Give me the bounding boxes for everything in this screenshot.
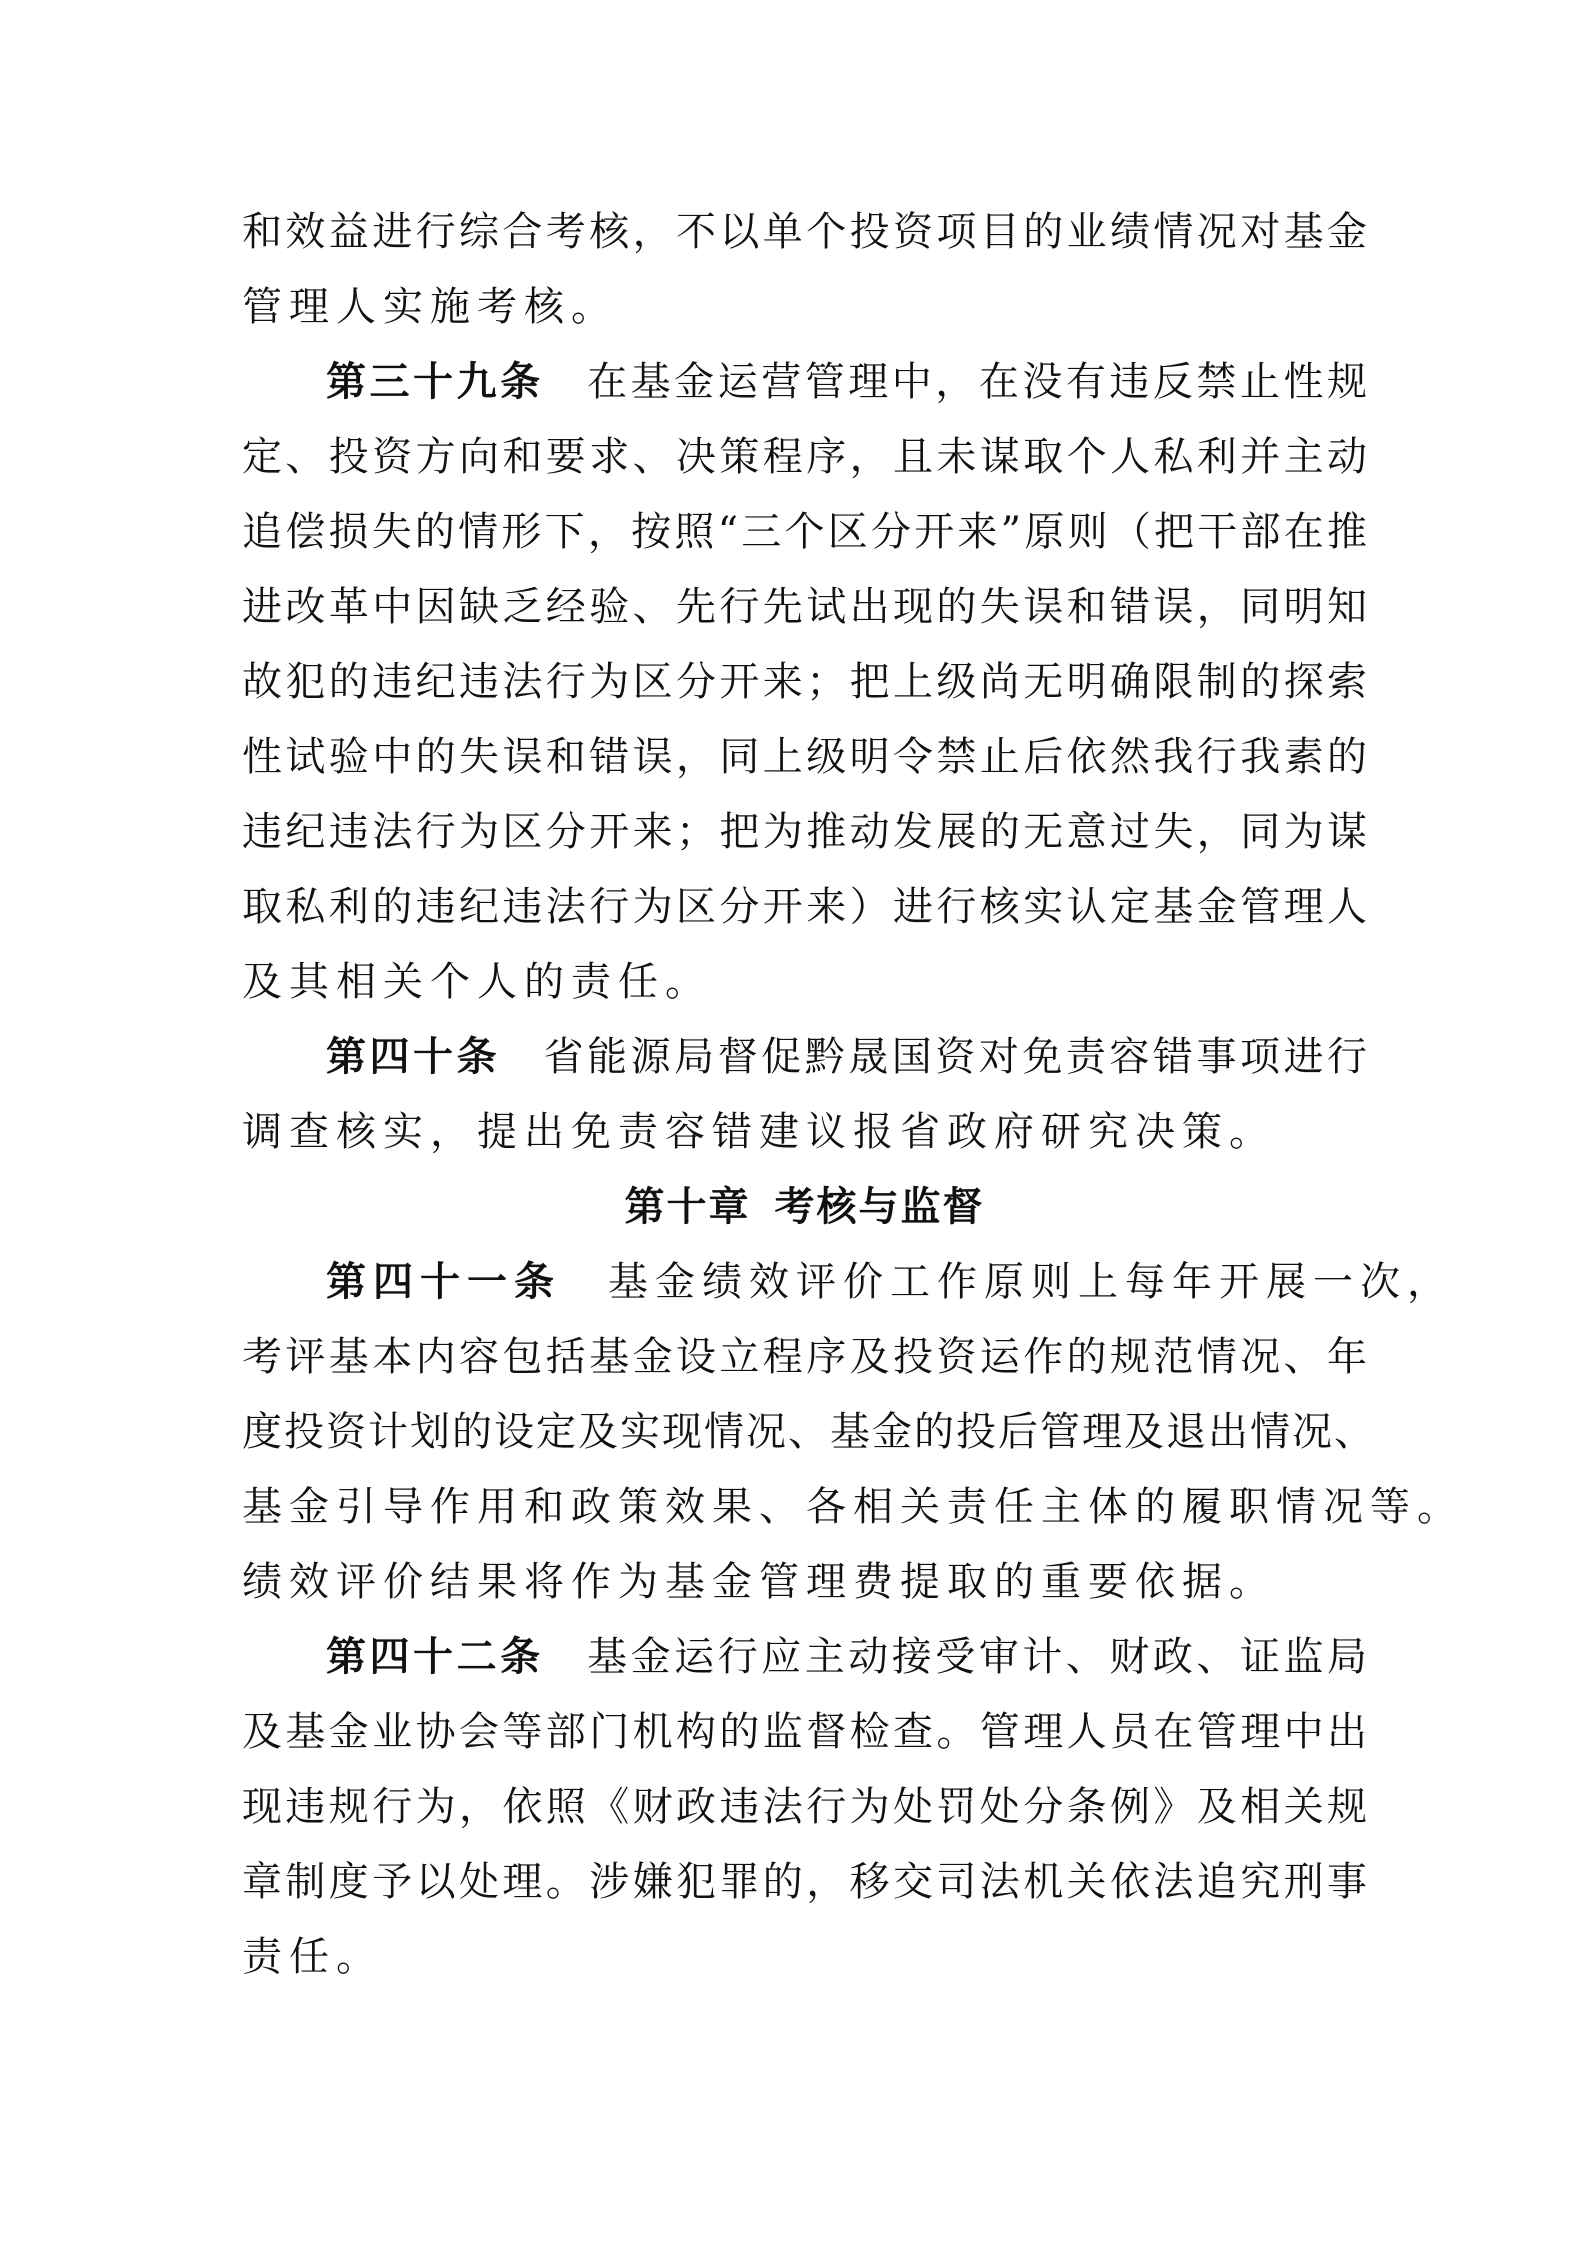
article-42-heading: 第四十二条 [326,1634,544,1680]
text-line: 绩效评价结果将作为基金管理费提取的重要依据。 [242,1559,1276,1605]
article-41-heading: 第四十一条 [326,1259,561,1305]
text-line: 定、投资方向和要求、决策程序，且未谋取个人私利并主动 [242,434,1367,480]
text-line: 违纪违法行为区分开来；把为推动发展的无意过失，同为谋 [242,809,1367,855]
text-line: 调查核实，提出免责容错建议报省政府研究决策。 [242,1109,1276,1155]
document-body [242,195,1464,1995]
article-42-first-line [242,1620,1367,1695]
text-line: 度投资计划的设定及实现情况、基金的投后管理及退出情况、 [242,1409,1376,1455]
chapter-name: 考核与监督 [774,1184,985,1230]
chapter-title [242,1170,1367,1245]
article-40-heading: 第四十条 [326,1034,501,1080]
text-line: 现违规行为，依照《财政违法行为处罚处分条例》及相关规 [242,1784,1367,1830]
text-line: 进改革中因缺乏经验、先行先试出现的失误和错误，同明知 [242,584,1367,630]
text-line: 取私利的违纪违法行为区分开来）进行核实认定基金管理人 [242,884,1367,930]
text-line: 管理人实施考核。 [242,284,618,330]
article-39-heading: 第三十九条 [326,359,544,405]
text-line: 及基金业协会等部门机构的监督检查。管理人员在管理中出 [242,1709,1367,1755]
text-line: 和效益进行综合考核，不以单个投资项目的业绩情况对基金 [242,209,1367,255]
article-42-text: 基金运行应主动接受审计、财政、证监局 [583,1634,1368,1680]
text-line: 故犯的违纪违法行为区分开来；把上级尚无明确限制的探索 [242,659,1367,705]
chapter-number: 第十章 [624,1184,751,1230]
text-line: 考评基本内容包括基金设立程序及投资运作的规范情况、年 [242,1334,1367,1380]
text-line: 基金引导作用和政策效果、各相关责任主体的履职情况等。 [242,1484,1464,1530]
article-40-text: 省能源局督促黔晟国资对免责容错事项进行 [540,1034,1368,1080]
text-line: 及其相关个人的责任。 [242,959,712,1005]
article-41-text: 基金绩效评价工作原则上每年开展一次， [608,1259,1454,1305]
article-40-first-line [242,1020,1367,1095]
text-line: 责任。 [242,1934,383,1980]
article-41-first-line [242,1245,1454,1320]
text-line: 追偿损失的情形下，按照“三个区分开来”原则（把干部在推 [242,509,1367,555]
article-39-first-line [242,345,1367,420]
text-line: 章制度予以处理。涉嫌犯罪的，移交司法机关依法追究刑事 [242,1859,1367,1905]
article-39-text: 在基金运营管理中，在没有违反禁止性规 [583,359,1368,405]
text-line: 性试验中的失误和错误，同上级明令禁止后依然我行我素的 [242,734,1367,780]
